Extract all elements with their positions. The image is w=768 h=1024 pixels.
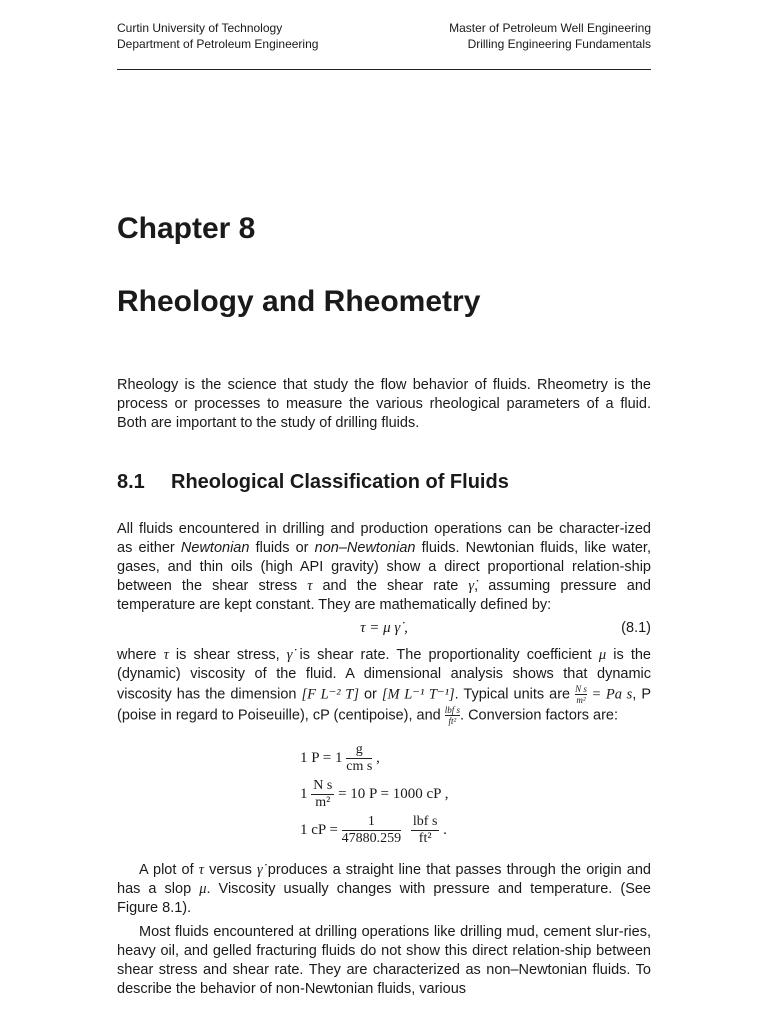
dimension-mlt: [M L⁻¹ T⁻¹] [381,686,455,703]
equation-8-1 [117,620,651,640]
intro-paragraph: Rheology is the science that study the flow behavior of fluids. Rheometry is the process or processes to measure the various rheological parameters of a fluid. Both are important to the study of drilling fluids. [117,377,651,431]
paragraph-3: A plot of τ versus γ̇ produces a straight line that passes through the origin and has a slop μ. Viscosity usually changes with pressure and temperature. (See Figure 8.1). [117,862,651,916]
chapter-title: Rheology and Rheometry [117,285,481,318]
header-program: Master of Petroleum Well Engineering [449,21,651,35]
equation-expression: τ = μ γ̇ , [360,620,408,636]
section-number: 8.1 [117,471,145,493]
conversion-line-1: 1 P = 1 $\frac{g}{\text{cm s}}$ , [300,742,380,774]
header-department: Department of Petroleum Engineering [117,37,319,51]
header-course: Drilling Engineering Fundamentals [467,37,651,51]
symbol-tau: τ [307,578,313,594]
section-title: Rheological Classification of Fluids [171,471,509,493]
paragraph-4: Most fluids encountered at drilling operations like drilling mud, cement slur-ries, heavy oil, and gelled fracturing fluids do not show this direct relation-ship between shear stress and shear rate. They are characterized as non–Newtonian fluids. To describe the behavior of non-Newtonian fluids, various [117,924,651,997]
symbol-gamma-dot: γ̇ [468,578,475,594]
paragraph-1: All fluids encountered in drilling and production operations can be character-ized as either Newtonian fluids or non–Newtonian fluids. Newtonian fluids, like water, gases, and thin oils (high API gravity) show a direct proportional relation-ship between the shear stress τ and the shear rate γ̇, assuming pressure and temperature are kept constant. They are mathematically defined by: [117,521,651,613]
dimension-flt: [F L⁻² T] [301,686,359,703]
conversion-line-2: 1 $\frac{\text{N s}}{\text{m²}}$ = 10 P = 1000 cP , [300,778,449,810]
section-heading [117,471,509,494]
unit-fraction-ns-m2: $\frac{\text{N s}}{\text{m²}}$ [575,684,587,705]
conversion-line-3: 1 cP = $\frac{1}{47880.259}$ $\frac{\text{lbf s}}{\text{ft²}}$ . [300,814,447,846]
header-rule [117,69,651,70]
term-non-newtonian: non–Newtonian [314,540,416,556]
chapter-label: Chapter 8 [117,212,256,245]
equation-number: (8.1) [621,620,651,636]
paragraph-2: where τ is shear stress, γ̇ is shear rate. The proportionality coefficient μ is the (dynamic) viscosity of the fluid. A dimensional analysis shows that dynamic viscosity has the dimension [F L⁻² T] or [M L⁻¹ T⁻¹]. Typical units are $\frac{\text{N s}}{\text{m²}}$ = Pa s, P (poise in regard to Poiseuille), cP (centipoise), and $\frac{\text{lbf s}}{\text{ft²}}$ . Conversion factors are: [117,647,651,726]
header-left [117,20,318,52]
header-right [449,20,651,52]
unit-fraction-lbfs-ft2: $\frac{\text{lbf s}}{\text{ft²}}$ [444,705,461,726]
term-newtonian: Newtonian [180,540,250,556]
header-university: Curtin University of Technology [117,21,283,35]
